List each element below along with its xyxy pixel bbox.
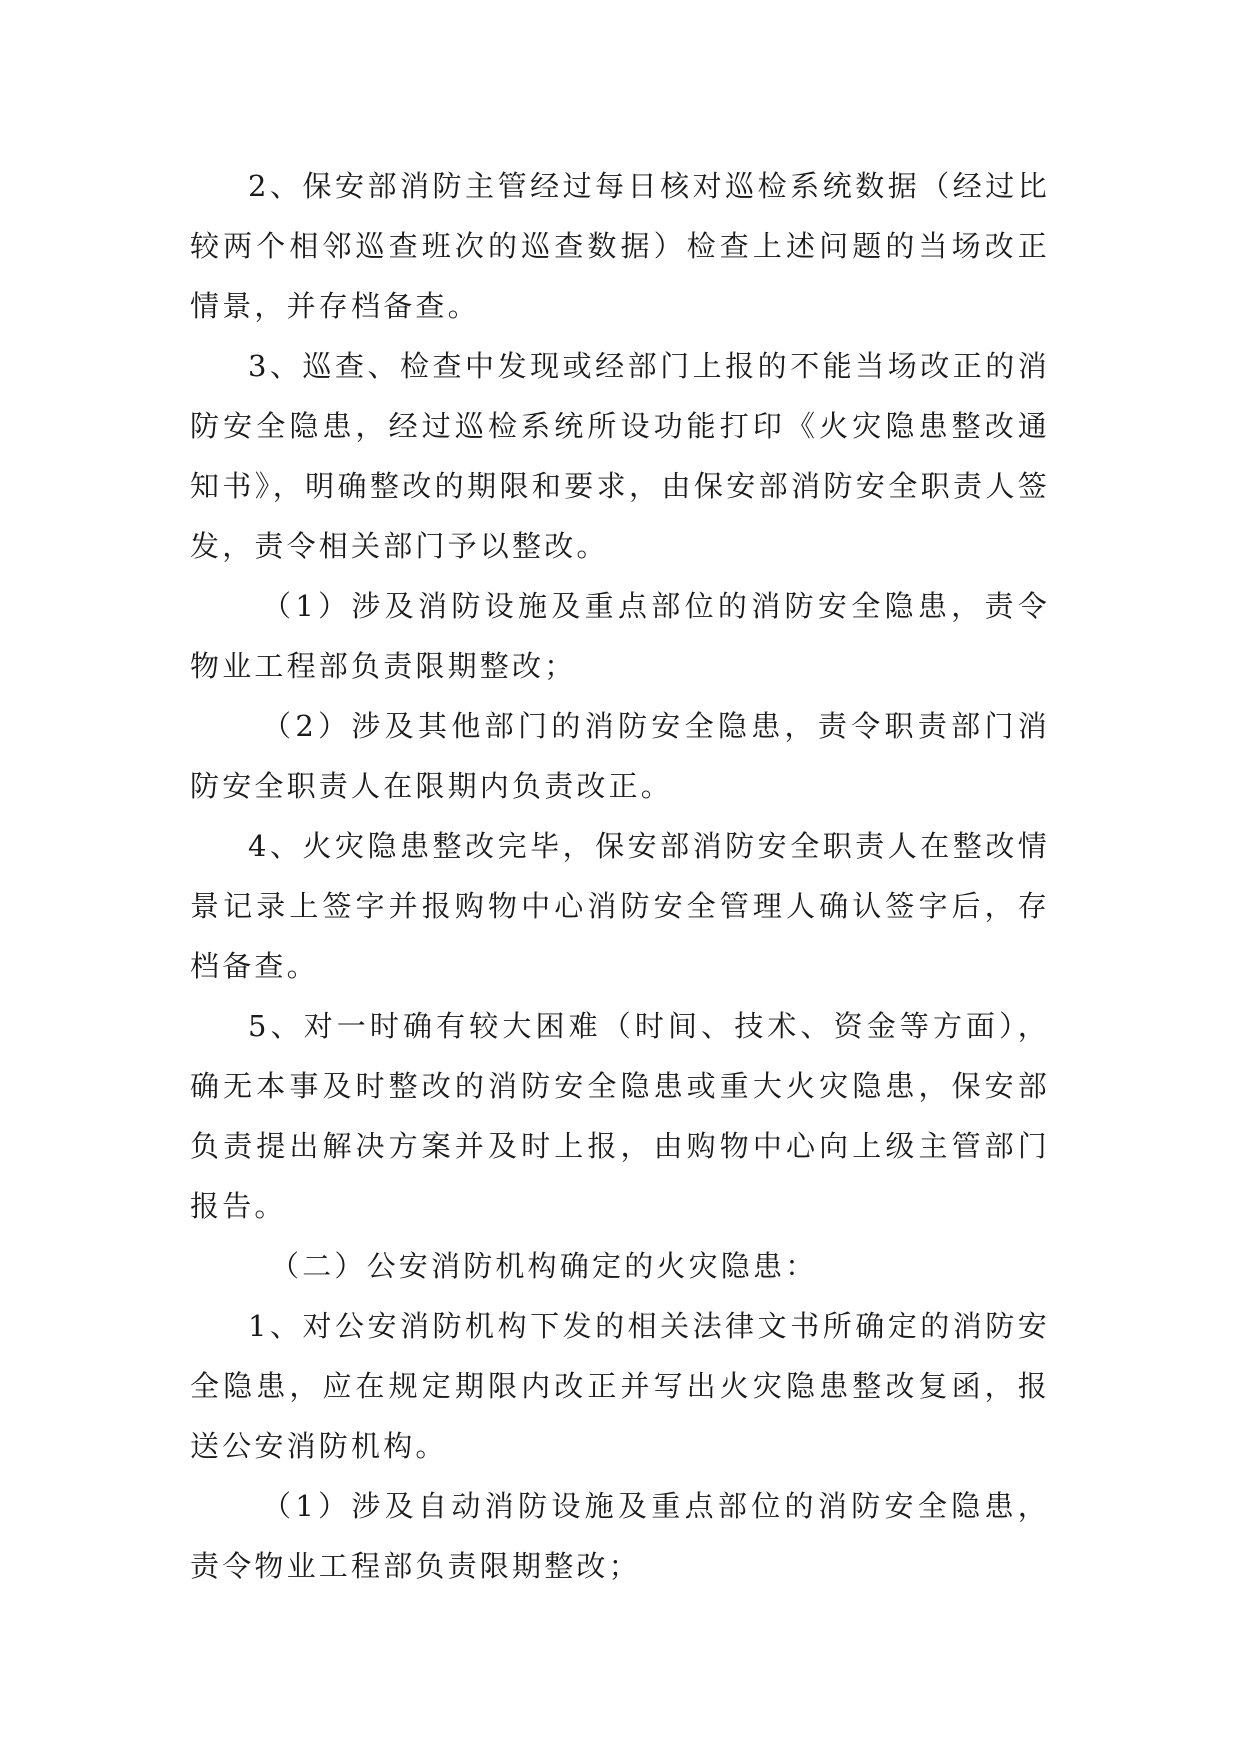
document-body [190, 156, 1050, 1596]
section-heading: （二）公安消防机构确定的火灾隐患： [270, 1249, 818, 1283]
paragraph-item-4: 4、火灾隐患整改完毕，保安部消防安全职责人在整改情景记录上签字并报购物中心消防安全管理人确认签字后，存档备查。 [190, 829, 1050, 983]
paragraph-item-3: 3、巡查、检查中发现或经部门上报的不能当场改正的消防安全隐患，经过巡检系统所设功能打印《火灾隐患整改通知书》，明确整改的期限和要求，由保安部消防安全职责人签发，责令相关部门予以整改。 [190, 349, 1050, 563]
paragraph-subitem-2: （2）涉及其他部门的消防安全隐患，责令职责部门消防安全职责人在限期内负责改正。 [190, 709, 1050, 803]
paragraph-subitem-1b: （1）涉及自动消防设施及重点部位的消防安全隐患，责令物业工程部负责限期整改； [190, 1489, 1050, 1583]
paragraph-subitem-1: （1）涉及消防设施及重点部位的消防安全隐患，责令物业工程部负责限期整改； [190, 589, 1050, 683]
paragraph-item-2: 2、保安部消防主管经过每日核对巡检系统数据（经过比较两个相邻巡查班次的巡查数据）检查上述问题的当场改正情景，并存档备查。 [190, 169, 1050, 323]
paragraph-item-1: 1、对公安消防机构下发的相关法律文书所确定的消防安全隐患，应在规定期限内改正并写出火灾隐患整改复函，报送公安消防机构。 [190, 1309, 1050, 1463]
paragraph-item-5: 5、对一时确有较大困难（时间、技术、资金等方面），确无本事及时整改的消防安全隐患或重大火灾隐患，保安部负责提出解决方案并及时上报，由购物中心向上级主管部门报告。 [190, 1009, 1050, 1223]
